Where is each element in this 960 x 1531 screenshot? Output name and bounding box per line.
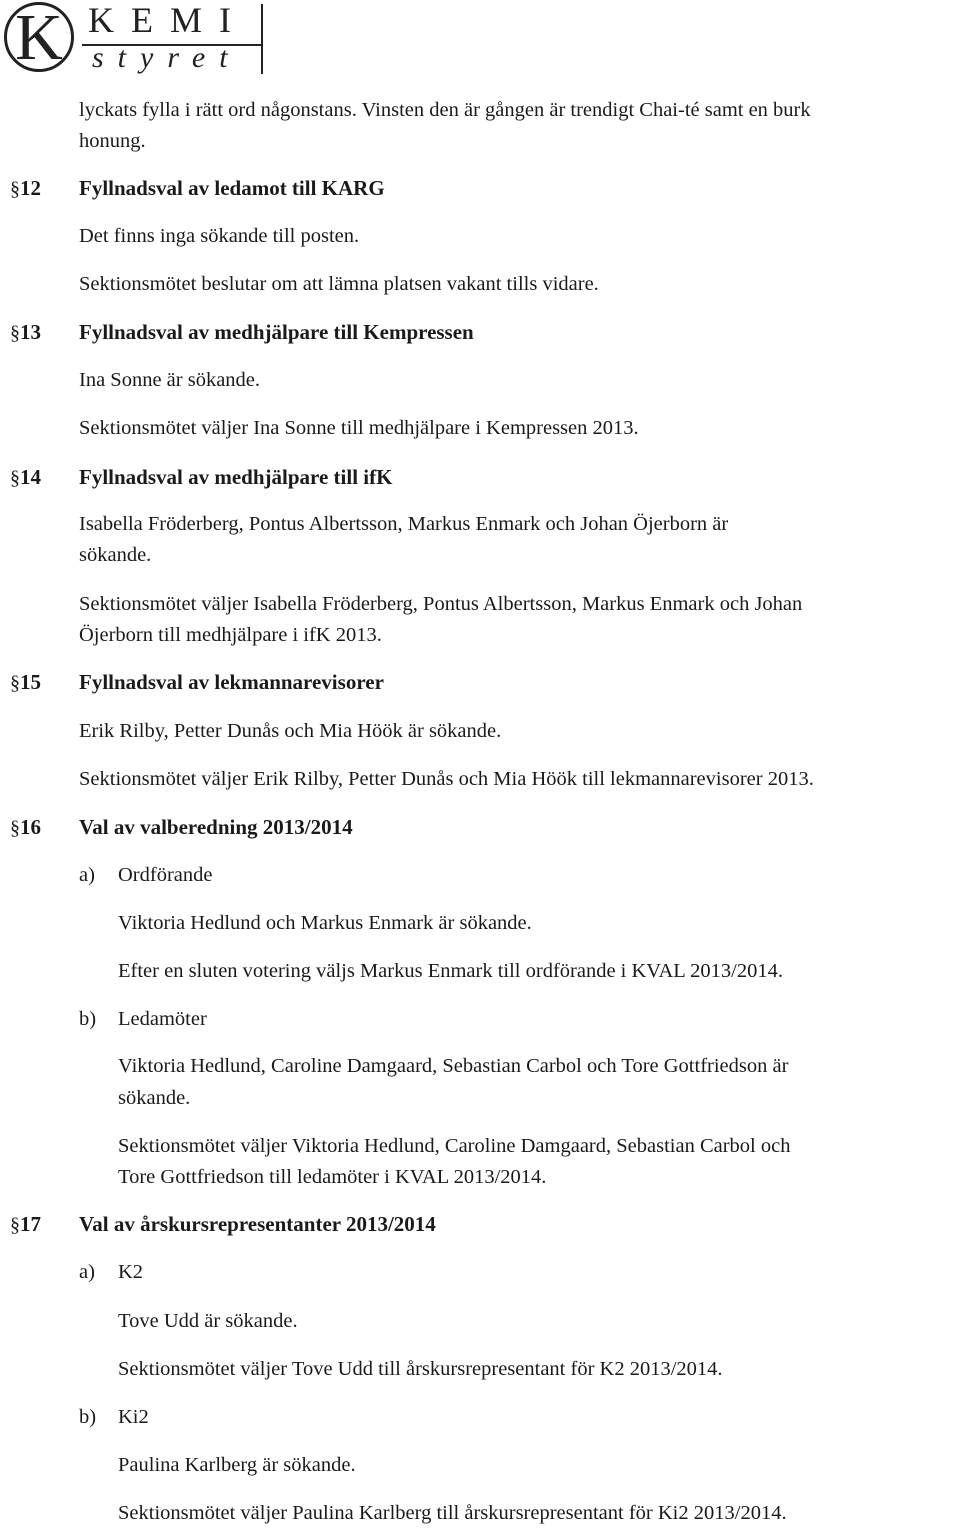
item-label: Ordförande bbox=[118, 864, 213, 886]
logo-top-text: KEMI bbox=[88, 0, 248, 40]
section-16-b-text-1-line-1: Viktoria Hedlund, Caroline Damgaard, Sebastian Carbol och Tore Gottfriedson är bbox=[118, 1055, 789, 1077]
section-14-text-1-line-2: sökande. bbox=[79, 544, 152, 566]
kemistyret-logo bbox=[0, 0, 270, 80]
item-letter: b) bbox=[79, 1008, 97, 1030]
section-15-text-2: Sektionsmötet väljer Erik Rilby, Petter Dunås och Mia Höök till lekmannarevisorer 2013. bbox=[79, 768, 814, 790]
intro-line-1: lyckats fylla i rätt ord någonstans. Vinsten den är gången är trendigt Chai-té samt en burk bbox=[79, 99, 811, 121]
logo-letter: K bbox=[15, 1, 63, 74]
section-sign: § bbox=[10, 322, 20, 344]
item-letter: a) bbox=[79, 864, 95, 886]
section-title: Val av årskursrepresentanter 2013/2014 bbox=[79, 1212, 436, 1236]
section-14-text-2-line-1: Sektionsmötet väljer Isabella Fröderberg, Pontus Albertsson, Markus Enmark och Johan bbox=[79, 593, 803, 615]
section-number: 14 bbox=[20, 465, 41, 489]
section-16-b-text-2-line-1: Sektionsmötet väljer Viktoria Hedlund, Caroline Damgaard, Sebastian Carbol och bbox=[118, 1135, 791, 1157]
section-17-b-text-1: Paulina Karlberg är sökande. bbox=[118, 1454, 356, 1476]
section-14-text-1-line-1: Isabella Fröderberg, Pontus Albertsson, Markus Enmark och Johan Öjerborn är bbox=[79, 513, 729, 535]
section-16-a-text-2: Efter en sluten votering väljs Markus Enmark till ordförande i KVAL 2013/2014. bbox=[118, 960, 783, 982]
section-title: Fyllnadsval av medhjälpare till ifK bbox=[79, 465, 393, 489]
section-13-text-2: Sektionsmötet väljer Ina Sonne till medhjälpare i Kempressen 2013. bbox=[79, 417, 639, 439]
intro-line-2: honung. bbox=[79, 130, 146, 152]
section-17-a-text-1: Tove Udd är sökande. bbox=[118, 1310, 298, 1332]
section-number: 13 bbox=[20, 320, 41, 344]
section-17-b-text-2: Sektionsmötet väljer Paulina Karlberg till årskursrepresentant för Ki2 2013/2014. bbox=[118, 1502, 787, 1524]
section-sign: § bbox=[10, 672, 20, 694]
section-number: 16 bbox=[20, 815, 41, 839]
logo-bottom-text: styret bbox=[92, 41, 242, 74]
section-12-text-2: Sektionsmötet beslutar om att lämna platsen vakant tills vidare. bbox=[79, 273, 599, 295]
section-17-a-text-2: Sektionsmötet väljer Tove Udd till årskursrepresentant för K2 2013/2014. bbox=[118, 1358, 723, 1380]
item-label: Ledamöter bbox=[118, 1008, 207, 1030]
section-number: 15 bbox=[20, 670, 41, 694]
section-title: Fyllnadsval av ledamot till KARG bbox=[79, 176, 385, 200]
section-number: 12 bbox=[20, 176, 41, 200]
section-16-a-text-1: Viktoria Hedlund och Markus Enmark är sökande. bbox=[118, 912, 532, 934]
section-sign: § bbox=[10, 467, 20, 489]
section-sign: § bbox=[10, 1214, 20, 1236]
section-16-b-text-1-line-2: sökande. bbox=[118, 1087, 191, 1109]
section-13-text-1: Ina Sonne är sökande. bbox=[79, 369, 261, 391]
logo-vertical-divider bbox=[261, 4, 263, 74]
item-letter: b) bbox=[79, 1406, 97, 1428]
item-label: Ki2 bbox=[118, 1406, 149, 1428]
item-letter: a) bbox=[79, 1261, 95, 1283]
section-16-b-text-2-line-2: Tore Gottfriedson till ledamöter i KVAL 2013/2014. bbox=[118, 1166, 547, 1188]
section-sign: § bbox=[10, 817, 20, 839]
section-title: Val av valberedning 2013/2014 bbox=[79, 815, 353, 839]
section-15-text-1: Erik Rilby, Petter Dunås och Mia Höök är sökande. bbox=[79, 720, 502, 742]
section-12-text-1: Det finns inga sökande till posten. bbox=[79, 225, 360, 247]
section-title: Fyllnadsval av medhjälpare till Kempressen bbox=[79, 320, 474, 344]
section-number: 17 bbox=[20, 1212, 41, 1236]
section-title: Fyllnadsval av lekmannarevisorer bbox=[79, 670, 384, 694]
section-14-text-2-line-2: Öjerborn till medhjälpare i ifK 2013. bbox=[79, 624, 382, 646]
section-sign: § bbox=[10, 178, 20, 200]
item-label: K2 bbox=[118, 1261, 144, 1283]
